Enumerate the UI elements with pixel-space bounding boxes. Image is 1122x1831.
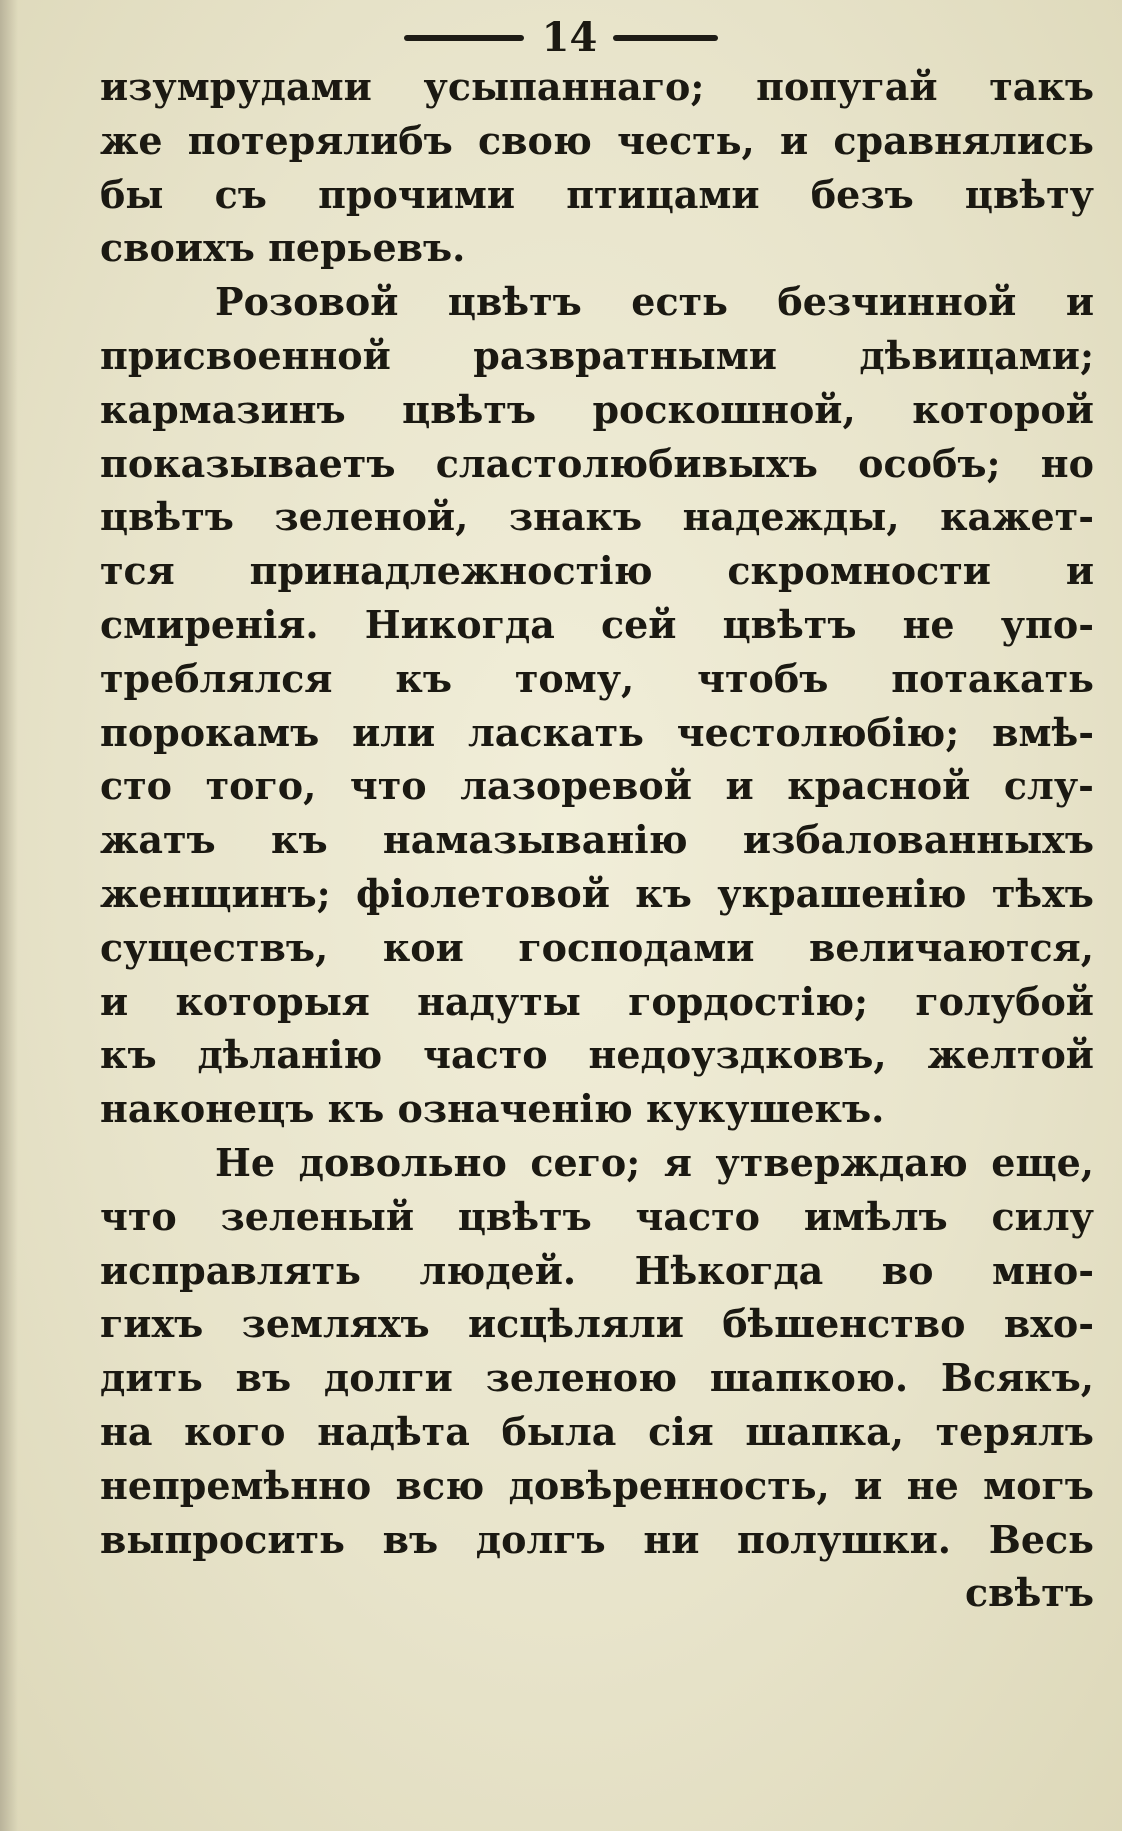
text-line: тся принадлежностію скромности и <box>100 548 1094 594</box>
text-line: треблялся къ тому, чтобъ потакать <box>100 655 1094 701</box>
text-line: же потерялибъ свою честь, и сравнялись <box>100 117 1094 163</box>
text-line: изумрудами усыпаннаго; попугай такъ <box>100 64 1094 109</box>
paragraph-first-line: Не довольно сего; я утверждаю еще, <box>215 1139 1094 1185</box>
text-line: порокамъ или ласкать честолюбію; вмѣ- <box>100 709 1094 755</box>
body-text <box>100 60 1094 1620</box>
catchword-text: свѣтъ <box>965 1570 1094 1616</box>
text-line: существъ, кои господами величаются, <box>100 924 1094 970</box>
text-line: сто того, что лазоревой и красной слу- <box>100 763 1094 809</box>
text-line: женщинъ; фіолетовой къ украшенію тѣхъ <box>100 870 1094 916</box>
text-line: жатъ къ намазыванію избалованныхъ <box>100 817 1094 863</box>
text-line: выпросить въ долгъ ни полушки. Весь <box>100 1516 1094 1562</box>
page-header <box>0 10 1122 66</box>
text-line: непремѣнно всю довѣренность, и не могъ <box>100 1462 1094 1508</box>
text-line: цвѣтъ зеленой, знакъ надежды, кажет- <box>100 494 1094 540</box>
text-line: присвоенной развратными дѣвицами; <box>100 332 1094 378</box>
text-line: дить въ долги зеленою шапкою. Всякъ, <box>100 1355 1094 1401</box>
header-rule-left <box>404 35 524 41</box>
text-line: къ дѣланію часто недоуздковъ, желтой <box>100 1032 1094 1078</box>
catchword <box>100 1566 1094 1620</box>
text-line: бы съ прочими птицами безъ цвѣту <box>100 171 1094 217</box>
paragraph-last-line: своихъ перьевъ. <box>100 225 466 271</box>
text-line: гихъ земляхъ исцѣляли бѣшенство вхо- <box>100 1301 1094 1347</box>
paragraph-first-line: Розовой цвѣтъ есть безчинной и <box>215 279 1094 325</box>
text-line: кармазинъ цвѣтъ роскошной, которой <box>100 386 1094 432</box>
text-line: что зеленый цвѣтъ часто имѣлъ силу <box>100 1193 1094 1239</box>
text-line: и которыя надуты гордостію; голубой <box>100 978 1094 1024</box>
text-line: показываетъ сластолюбивыхъ особъ; но <box>100 440 1094 486</box>
page-number: 14 <box>541 14 598 61</box>
text-line: исправлять людей. Нѣкогда во мно- <box>100 1247 1094 1293</box>
header-rule-right <box>613 35 718 41</box>
paragraph-last-line: наконецъ къ означенію кукушекъ. <box>100 1086 885 1132</box>
text-line: на кого надѣта была сія шапка, терялъ <box>100 1408 1094 1454</box>
text-line: смиренія. Никогда сей цвѣтъ не упо- <box>100 601 1094 647</box>
